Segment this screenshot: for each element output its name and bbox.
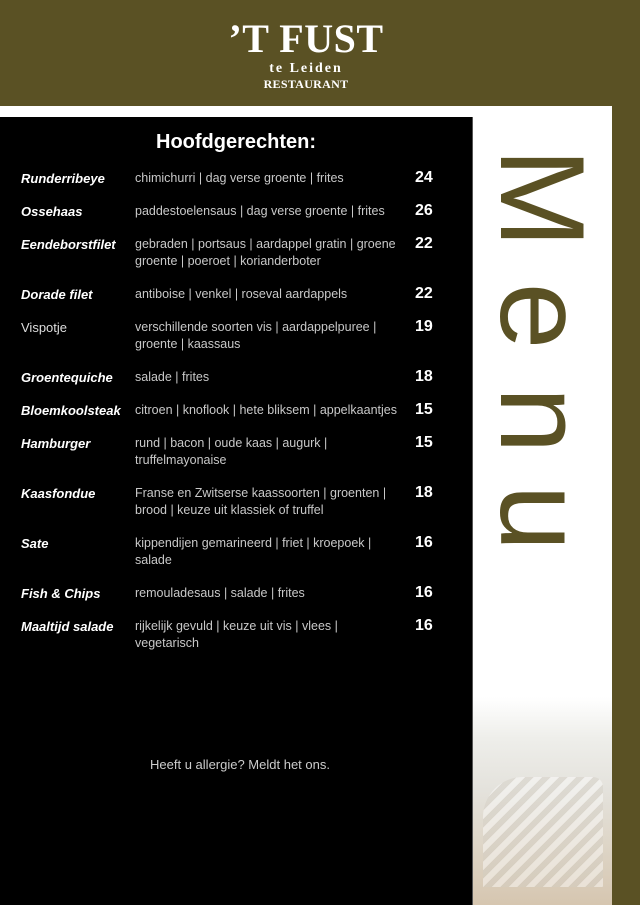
menu-item	[21, 585, 441, 602]
dish-price: 15	[415, 434, 433, 451]
side-column	[473, 117, 612, 905]
dish-price: 18	[415, 368, 433, 385]
dish-description: verschillende soorten vis | aardappelpuree | groente | kaassaus	[135, 320, 377, 351]
dish-name: Runderribeye	[21, 171, 105, 186]
menu-item	[21, 369, 441, 386]
dish-description: gebraden | portsaus | aardappel gratin | groene groente | poeroet | korianderboter	[135, 237, 396, 268]
dish-name: Vispotje	[21, 320, 68, 335]
dish-description: antiboise | venkel | roseval aardappels	[135, 287, 348, 301]
dish-price: 16	[415, 584, 433, 601]
section-title: Hoofdgerechten:	[156, 131, 316, 153]
dish-name: Dorade filet	[21, 287, 93, 302]
dish-name: Sate	[21, 536, 49, 551]
menu-item	[21, 485, 441, 519]
dish-name: Eendeborstfilet	[21, 237, 116, 252]
dish-name: Hamburger	[21, 436, 91, 451]
menu-letter: n	[475, 386, 609, 454]
dish-name: Fish & Chips	[21, 586, 101, 601]
restaurant-tagline: RESTAURANT	[263, 77, 349, 91]
dish-name: Kaasfondue	[21, 486, 96, 501]
dish-price: 16	[415, 534, 433, 551]
menu-item	[21, 435, 441, 469]
dish-name: Groentequiche	[21, 370, 113, 385]
restaurant-location: te Leiden	[269, 61, 343, 76]
decorative-photo	[473, 697, 612, 905]
menu-letter: u	[475, 484, 609, 552]
allergy-note: Heeft u allergie? Meldt het ons.	[150, 757, 330, 772]
vertical-menu-label	[473, 143, 612, 573]
dish-name: Maaltijd salade	[21, 619, 114, 634]
menu-item	[21, 319, 441, 353]
dish-price: 24	[415, 169, 433, 186]
dish-price: 22	[415, 235, 433, 252]
dish-description: chimichurri | dag verse groente | frites	[135, 171, 344, 185]
dish-description: salade | frites	[135, 370, 210, 384]
menu-letter: M	[475, 148, 609, 248]
dish-price: 15	[415, 401, 433, 418]
dish-price: 16	[415, 617, 433, 634]
dish-description: rund | bacon | oude kaas | augurk | truffelmayonaise	[135, 436, 328, 467]
dish-description: remouladesaus | salade | frites	[135, 586, 305, 600]
restaurant-name: ’T FUST	[228, 16, 384, 61]
dish-description: kippendijen gemarineerd | friet | kroepoek | salade	[135, 536, 372, 567]
dish-price: 18	[415, 484, 433, 501]
menu-item	[21, 286, 441, 303]
photo-texture	[483, 777, 603, 887]
dish-description: rijkelijk gevuld | keuze uit vis | vlees | vegetarisch	[135, 619, 338, 650]
dish-name: Ossehaas	[21, 204, 83, 219]
menu-item	[21, 203, 441, 220]
right-olive-strip	[612, 106, 640, 905]
menu-item	[21, 236, 441, 270]
brand-block	[0, 18, 612, 91]
menu-item	[21, 170, 441, 187]
dish-price: 19	[415, 318, 433, 335]
menu-item	[21, 535, 441, 569]
menu-item	[21, 618, 441, 652]
dish-price: 26	[415, 202, 433, 219]
menu-items	[21, 170, 441, 668]
menu-letter: e	[475, 282, 609, 350]
menu-item	[21, 402, 441, 419]
dish-description: citroen | knoflook | hete bliksem | appelkaantjes	[135, 403, 397, 417]
dish-name: Bloemkoolsteak	[21, 403, 121, 418]
dish-description: Franse en Zwitserse kaassoorten | groenten | brood | keuze uit klassiek of truffel	[135, 486, 387, 517]
header-banner	[0, 0, 640, 106]
dish-description: paddestoelensaus | dag verse groente | frites	[135, 204, 385, 218]
dish-price: 22	[415, 285, 433, 302]
